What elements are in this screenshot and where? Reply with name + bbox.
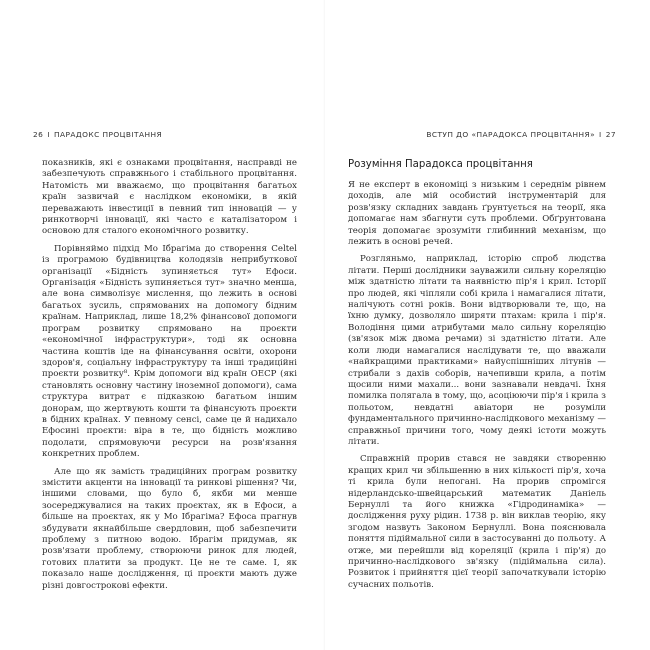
left-paragraph: Але що як замість традиційних програм розвитку змістити акценти на інновації та ринкові рішення? Чи, іншими словами, що було б, якби ми менше зосереджувалися на таких проєктах, як в Ефоси, а більше на проєктах, як у Мо Ібрагіма? Ефоса прагнув збудувати якнайбільше свердловин, щоб забезпечити проблему з питною водою. Ібрагім придумав, як розв'язати проблему, створюючи ринок для людей, готових платити за продукт. Це не те саме. І, як показало наше дослідження, ці проєкти мають дуже різні довгострокові ефекти. bbox=[42, 466, 297, 591]
section-heading: Розуміння Парадокса процвітання bbox=[348, 159, 533, 170]
left-paragraph: показників, які є ознаками процвітання, насправді не забезпечують справжнього і стабільного процвітання. Натомість ми вважаємо, що процвітання багатьох країн зазвичай є наслідком економіки, в якій переважають інвестиції в певний тип інновацій — у ринкотворчі інновації, які часто є каталізатором і основою для сталого економічного розвитку. bbox=[42, 158, 297, 237]
left-body-text bbox=[42, 158, 297, 598]
right-head-separator: I bbox=[599, 130, 602, 139]
left-paragraph: Порівняймо підхід Мо Ібрагіма до створення Celtel із програмою будівництва колодязів неприбуткової організації «Бідність зупиняється тут» Ефоси. Організація «Бідність зупиняється тут» значно менша, але вона символізує мислення, що лежить в основі багатьох зусиль, спрямованих на допомогу бідним країнам. Наприклад, лише 18,2% фінансової допомоги програм розвитку спрямовано на проєкти «економічної інфраструктури», тоді як основна частина коштів іде на фінансування освіти, охорони здоров'я, соціальну інфраструктуру та інші традиційні проєкти розвитку⁸. Крім допомоги від країн ОЕСР (які становлять основну частину іноземної допомоги), сама структура витрат є підказкою багатьом іншим донорам, що жертвують кошти та фінансують проєкти в бідних країнах. У певному сенсі, саме це й надихало Ефосині проєкти: віра в те, що бідність можливо подолати, спрямовуючи ресурси на розв'язання конкретних проблем. bbox=[42, 243, 297, 460]
right-page bbox=[325, 0, 650, 650]
right-page-number: 27 bbox=[605, 130, 616, 139]
right-running-head bbox=[426, 130, 616, 139]
left-page-number: 26 bbox=[33, 130, 44, 139]
left-running-title: ПАРАДОКС ПРОЦВІТАННЯ bbox=[53, 130, 163, 139]
right-paragraph: Я не експерт в економіці з низьким і середнім рівнем доходів, але мій особистий інструментарій для розв'язку складних завдань ґрунтується на теорії, яка допомагає нам збагнути суть проблеми. Обґрунтована теорія допомагає зрозуміти глибинний механізм, що лежить в основі речей. bbox=[348, 180, 606, 248]
right-paragraph: Справжній прорив стався не завдяки створенню кращих крил чи збільшенню в них кількості пір'я, хоча ті крила були непогані. На прорив спромігся нідерландсько-швейцарський математик Даніель Бернуллі та його книжка «Гідродинаміка» — дослідження руху рідин. 1738 р. він виклав теорію, яку згодом назвуть Законом Бернуллі. Вона пояснювала поняття підіймальної сили в застосуванні до польоту. А отже, ми перейшли від кореляції (крила і пір'я) до причинно-наслідкового зв'язку (підіймальна сила). Розвиток і прийняття цієї теорії започаткували історію сучасних польотів. bbox=[348, 454, 606, 590]
left-running-head bbox=[33, 130, 162, 139]
left-head-separator: I bbox=[47, 130, 50, 139]
right-paragraph: Розгляньмо, наприклад, історію спроб людства літати. Перші дослідники зауважили сильну кореляцію між здатністю літати та наявністю пір'я і крил. Історії про людей, які чіпляли собі крила і намагалися літати, налічують сотні років. Вони відтворювали те, що, на їхню думку, дозволяло ширяти птахам: крила і пір'я. Володіння цими атрибутами мало сильну кореляцію (зв'язок між двома речами) зі здатністю літати. Але коли люди намагалися наслідувати те, що вважали «найкращими практиками» найуспішніших літунів — стрибали з дахів соборів, начепивши крила, а потім щосили ними махали... вони зазнавали невдачі. Їхня помилка полягала в тому, що, асоціюючи пір'я і крила з польотом, невдатні авіатори не розуміли фундаментального причинно-наслідкового механізму — справжньої причини того, чому деякі істоти можуть літати. bbox=[348, 254, 606, 447]
right-body-text bbox=[348, 180, 606, 597]
right-running-title: ВСТУП ДО «ПАРАДОКСА ПРОЦВІТАННЯ» bbox=[426, 130, 596, 139]
